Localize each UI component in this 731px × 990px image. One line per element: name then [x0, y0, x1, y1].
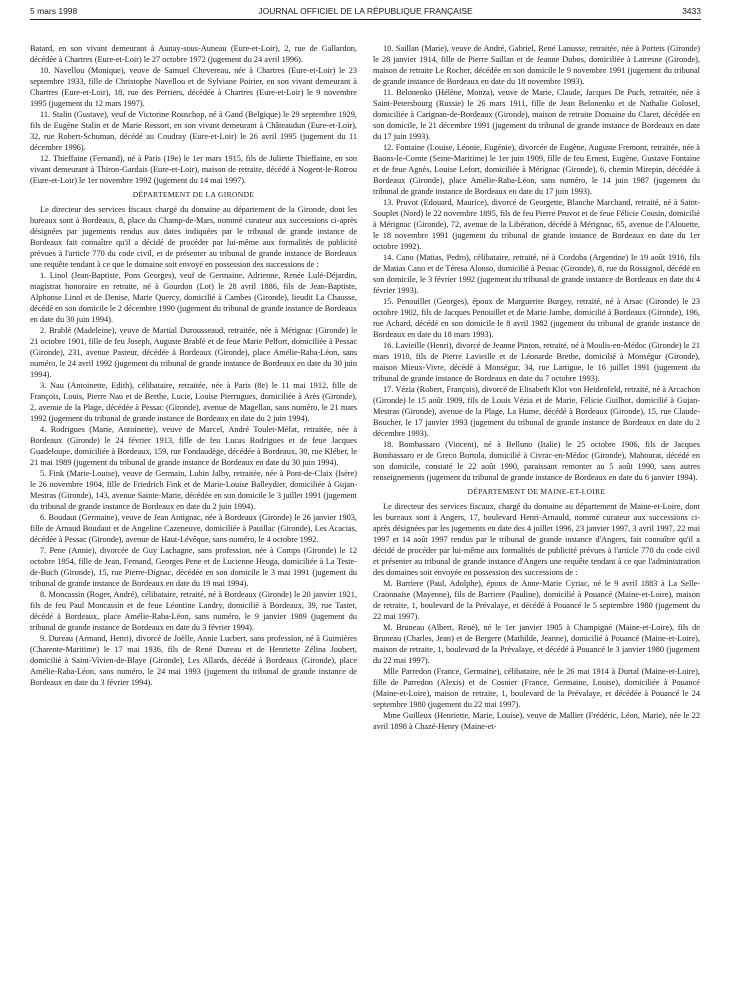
paragraph: M. Barriere (Paul, Adolphe), époux de Anne-Marie Cyriac, né le 9 avril 1883 à La Selle-Craonnaise (Mayenne), fils de Barriere (Pauline), domicilié à Pouancé (Maine-et-Loire), maison de retraite, 1, boulevard de la Prévalaye, et décédé à Pouancé le 5 septembre 1980 (jugement du 22 mai 1997).: [373, 579, 700, 621]
paragraph: Le directeur des services fiscaux, chargé du domaine au département de Maine-et-Loire, dont les bureaux sont à Angers, 17, boulevard Henri-Arnauld, nommé curateur aux successions ci-après désignées par les jugements en date des 4 juillet 1996, 23 janvier 1997, 3 avril 1997, 22 mai 1997 et 14 août 1997 rendus par le tribunal de grande instance d'Angers, fait connaître qu'il a décidé de procéder par lui-même aux formalités de publicité prévues à l'article 770 du code civil et présenter au tribunal de grande instance d'Angers une requête tendant à ce que l'administration des domaines soit envoyée en possession des successions de :: [373, 502, 700, 577]
issue-date: 5 mars 1998: [30, 6, 78, 16]
left-column: [30, 43, 357, 688]
paragraph: Mlle Parredon (France, Germaine), célibataire, née le 26 mai 1914 à Durtal (Maine-et-Loire), fille de Parredon (Alexis) et de Cosnier (France, Germaine, Louise), domiciliée à Pouancé (Maine-et-Loire), maison de retraite, 1, boulevard de la Prévalaye, et décédée à Pouancé le 24 septembre 1980 (jugement du 22 mai 1997).: [373, 667, 700, 709]
header-rule: [30, 19, 701, 20]
paragraph: Batard, en son vivant demeurant à Aunay-sous-Auneau (Eure-et-Loir), 2, rue de Gallardon, décédée à Chartres (Eure-et-Loir) le 27 octobre 1972 (jugement du 24 avril 1996).: [30, 44, 357, 64]
paragraph: 17. Vézia (Robert, François), divorcé de Elisabeth Klot von Heidenfeld, retraité, né à Arcachon (Gironde) le 15 août 1909, fils de Louis Vézia et de Marie, Félicie Guilhot, domicilié à Gujan-Mestras (Gironde), avenue de la Plage, La Hume, décédé à Bordeaux (Gironde), 15, rue Claude-Boucher, le 17 janvier 1993 (jugement du tribunal de grande instance de Bordeaux en date du 2 décembre 1993).: [373, 385, 700, 438]
paragraph: 16. Lavieille (Henri), divorcé de Jeanne Pinton, retraité, né à Moulis-en-Médoc (Gironde) le 21 mars 1910, fils de Pierre Lavieille et de Léonarde Brethe, domicilié à Monségur (Gironde), maison Mieux-Vivre, décédé à Monségur, 34, rue Lartigue, le 16 juillet 1991 (jugement du tribunal de grande instance de Bordeaux en date du 7 octobre 1993).: [373, 341, 700, 383]
paragraph: 3. Nau (Antoinette, Edith), célibataire, retraitée, née à Paris (8e) le 11 mai 1912, fille de François, Louis, Pierre Nau et de Berthe, Lucie, Louise Pierrugues, domiciliée à Arès (Gironde), 2, avenue de la Plage, décédée à Pessac (Gironde), avenue de Magellan, sans numéro, le 21 mars 1992 (jugement du tribunal de grande instance de Bordeaux en date du 2 juin 1994).: [30, 381, 357, 423]
paragraph: 12. Fontaine (Louise, Léonie, Eugénie), divorcée de Eugène, Auguste Fremont, retraitée, née à Baons-le-Comte (Seine-Maritime) le 1er juin 1909, fille de feu Ernest, Eugène, Gustave Fontaine et de feue Agnès, Louise Lefort, domiciliée à Mérignac (Gironde), 6, chemin Mirepin, décédée à Bordeaux (Gironde), place Amélie-Raba-Léon, sans numéro, le 14 juin 1987 (jugement du tribunal de grande instance de Bordeaux en date du 17 juin 1993).: [373, 143, 700, 196]
right-column: [373, 43, 700, 732]
paragraph: 1. Linol (Jean-Baptiste, Pons Georges), veuf de Germaine, Adrienne, Renée Lulé-Déjardin, magistrat honoraire en retraite, né à Gourdon (Lot) le 28 avril 1886, fils de Jean-Baptiste, Alphonse Linol et de Denise, Marie Quercy, domicilié à Cambes (Gironde), lieudit La Chausse, décédé en son domicile le 2 décembre 1990 (jugement du tribunal de grande instance de Bordeaux en date du 30 juin 1994).: [30, 271, 357, 324]
paragraph: 10. Navellou (Monique), veuve de Samuel Chevereau, née à Chartres (Eure-et-Loir) le 23 septembre 1933, fille de Christophe Navellou et de Sylviane Poirier, en son vivant demeurant à Chartres (Eure-et-Loir), 18, rue des Perriers, décédée à Chartres (Eure-et-Loir) le 9 novembre 1995 (jugement du 12 mars 1997).: [30, 66, 357, 108]
paragraph: 12. Thieffaine (Fernand), né à Paris (19e) le 1er mars 1915, fils de Juliette Thieffaine, en son vivant demeurant à Thiron-Gardais (Eure-et-Loir), maison de retraite, décédé à Nogent-le-Rotrou (Eure-et-Loir) le 1er novembre 1992 (jugement du 14 mai 1997).: [30, 154, 357, 185]
paragraph: 11. Belonenko (Hélène, Monza), veuve de Marie, Claude, Jacques De Puch, retraitée, née à Saint-Petersbourg (Russie) le 26 mars 1911, fille de Jean Belonenko et de Nathalie Golosef, domiciliée à Carignan-de-Bordeaux (Gironde), maison de retraite Domaine du Claret, décédée en son domicile, le 21 décembre 1991 (jugement du tribunal de grande instance de Bordeaux en date du 17 juin 1993).: [373, 88, 700, 141]
paragraph: 2. Brablé (Madeleine), veuve de Martial Durousseaud, retraitée, née à Mérignac (Gironde) le 21 octobre 1901, fille de feu Joseph, Auguste Brablé et de feue Marie Pelfort, domiciliée à Pessac (Gironde), 231, avenue Pasteur, décédée à Bordeaux (Gironde), place Amélie-Raba-Léon, sans numéro, le 24 avril 1992 (jugement du tribunal de grande instance de Bordeaux en date du 30 juin 1994).: [30, 326, 357, 379]
paragraph: 18. Bombassaro (Vincent), né à Belluno (Italie) le 25 octobre 1906, fils de Jacques Bombassaro et de Greco Bortola, domicilié à Civrac-en-Médoc (Gironde), Mahourat, décédé en son domicile, constaté le 22 août 1990, paraissant remonter au 5 août 1990, sans autres renseignements (jugement du tribunal de grande instance de Bordeaux en date du 6 janvier 1994).: [373, 440, 700, 482]
paragraph: 5. Fink (Marie-Louise), veuve de Germain, Lubin Jalby, retraitée, née à Pont-de-Claix (Isère) le 26 novembre 1904, fille de Friedrich Fink et de Marie-Louise Balleydier, domiciliée à Gujan-Mestras (Gironde), 143, avenue Sainte-Marie, décédée en son domicile le 3 juillet 1991 (jugement du tribunal de grande instance de Bordeaux en date du 2 juin 1994).: [30, 469, 357, 511]
section-heading: DÉPARTEMENT DE MAINE-ET-LOIRE: [467, 487, 606, 496]
paragraph: Le directeur des services fiscaux chargé du domaine au département de la Gironde, dont les bureaux sont à Bordeaux, 8, place du Champ-de-Mars, nommé curateur aux successions ci-après désignées par jugements rendus aux dates indiquées par le tribunal de grande instance de Bordeaux fait connaître qu'il a décidé de procéder par lui-même aux formalités de publicité prévues à l'article 770 du code civil, et de présenter au tribunal de grande instance de Bordeaux une requête tendant à ce que le domaine soit envoyé en possession des successions de :: [30, 205, 357, 269]
paragraph: 8. Moncassin (Roger, André), célibataire, retraité, né à Bordeaux (Gironde) le 20 janvier 1921, fils de feu Paul Moncassin et de feue Léontine Landry, domicilié à Bordeaux, 39, rue Tastet, décédé à Bordeaux, place Amélie-Raba-Léon, sans numéro, le 9 janvier 1989 (jugement du tribunal de grande instance de Bordeaux en date du 3 février 1994).: [30, 590, 357, 632]
paragraph: 11. Stalin (Gustave), veuf de Victorine Rouschop, né à Gand (Belgique) le 29 septembre 1929, fils de Eugène Stalin et de Marie Ressort, en son vivant demeurant à Châteaudun (Eure-et-Loir), 32, rue Robert-Schuman, décédé au Coudray (Eure-et-Loir) le 26 avril 1995 (jugement du 11 décembre 1996).: [30, 110, 357, 152]
paragraph: 15. Penouillet (Georges), époux de Marguerite Burgey, retraité, né à Arsac (Gironde) le 23 octobre 1902, fils de Jacques Penouillet et de Marie Jambe, domicilié à Bordeaux (Gironde), 196, rue Achard, décédé en son domicile le 8 avril 1982 (jugement du tribunal de grande instance de Bordeaux en date du 18 mars 1993).: [373, 297, 700, 339]
page-header: [30, 6, 701, 20]
paragraph: 6. Boudaut (Germaine), veuve de Jean Antignac, née à Bordeaux (Gironde) le 26 janvier 1903, fille de Arnaud Boudaut et de Angeline Cazeneuve, domiciliée à Pauillac (Gironde), Les Acacias, décédée à Pessac (Gironde), avenue de Haut-Lévêque, sans numéro, le 4 octobre 1992.: [30, 513, 357, 544]
paragraph: 9. Dureau (Armand, Henri), divorcé de Joëlle, Annie Lucbert, sans profession, né à Guimières (Charente-Maritime) le 17 mai 1936, fils de René Dureau et de Henriette Zélina Joubert, domicilié à Saint-Vivien-de-Blaye (Gironde), Les Allards, décédé à Bordeaux (Gironde), place Amélie-Raba-Léon, sans numéro, le 24 mai 1993 (jugement du tribunal de grande instance de Bordeaux en date du 3 février 1994).: [30, 634, 357, 687]
paragraph: 4. Rodrigues (Marie, Antoinette), veuve de Marcel, André Toulet-Méfat, retraitée, née à Bordeaux (Gironde) le 24 février 1913, fille de feu Lucas Rodrigues et de feue Jacques Guadeloupe, domiciliée à Bordeaux, 159, rue Fondaudège, décédée à Bordeaux, 30, rue Kléber, le 21 mai 1989 (jugement du tribunal de grande instance de Bordeaux en date du 30 juin 1994).: [30, 425, 357, 467]
section-heading: DÉPARTEMENT DE LA GIRONDE: [132, 190, 255, 199]
paragraph: M. Bruneau (Albert, René), né le 1er janvier 1905 à Champigné (Maine-et-Loire), fils de Bruneau (Charles, Jean) et de Bergere (Mathilde, Jeanne), domicilié à Pouancé (Maine-et-Loire), maison de retraite, 1, boulevard de la Prévalaye, et décédé à Pouancé le 3 janvier 1980 (jugement du 22 mai 1997).: [373, 623, 700, 665]
paragraph: 14. Cano (Matias, Pedro), célibataire, retraité, né à Cordoba (Argentine) le 19 août 1916, fils de Matias Cano et de Téresa Alonso, domicilié à Pessac (Gironde), 8, rue du Rossignol, décédé en son domicile, le 3 février 1992 (jugement du tribunal de grande instance de Bordeaux en date du 4 février 1993).: [373, 253, 700, 295]
journal-title: JOURNAL OFFICIEL DE LA RÉPUBLIQUE FRANÇAISE: [258, 6, 473, 16]
paragraph: 10. Saillan (Marie), veuve de André, Gabriel, René Lanusse, retraitée, née à Portets (Gironde) le 28 janvier 1914, fille de Pierre Saillan et de Jeanne Dubos, domiciliée à Latresne (Gironde), maison de retraite Le Rocher, décédée en son domicile le 9 novembre 1991 (jugement du tribunal de grande instance de Bordeaux en date du 18 novembre 1993).: [373, 44, 700, 86]
paragraph: Mme Guilleux (Henriette, Marie, Louise), veuve de Mallier (Frédéric, Léon, Marie), née le 22 avril 1898 à Chazé-Henry (Maine-et-: [373, 711, 700, 731]
page-number: 3433: [682, 6, 701, 16]
paragraph: 13. Pruvot (Edouard, Maurice), divorcé de Georgette, Blanche Marchand, retraité, né à Saint-Souplet (Nord) le 22 novembre 1895, fils de feu Pierre Pruvot et de feue Félicie Cousin, domicilié à Mérignac (Gironde), 72, avenue de la Libération, décédé à Mérignac, 65, avenue de l'Alouette, le 18 novembre 1991 (jugement du tribunal de grande instance de Bordeaux en date du 1er octobre 1992).: [373, 198, 700, 251]
paragraph: 7. Pene (Annie), divorcée de Guy Lachagne, sans profession, née à Comps (Gironde) le 12 octobre 1954, fille de Jean, Fernand, Georges Pene et de Lucienne Heuga, domiciliée à La Teste-de-Buch (Gironde), 15, rue Pierre-Dignac, décédée en son domicile le 3 mai 1991 (jugement du tribunal de grande instance de Bordeaux en date du 19 mai 1994).: [30, 546, 357, 588]
